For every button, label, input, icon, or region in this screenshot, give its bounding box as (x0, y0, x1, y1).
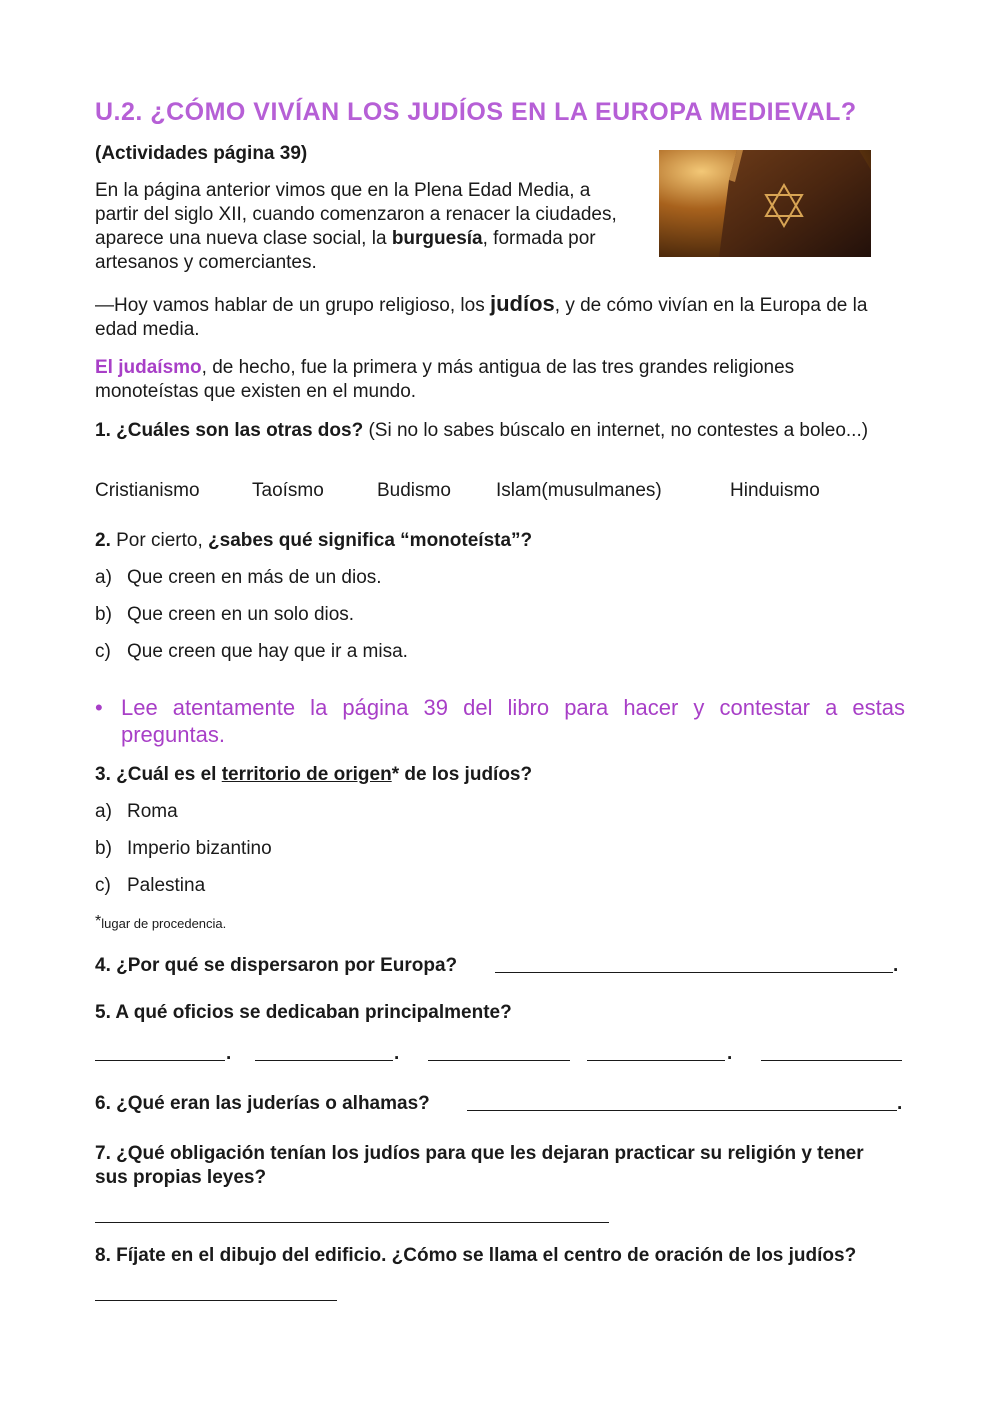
q5-answer-line-2[interactable] (255, 1060, 393, 1061)
q3-option-a[interactable]: a) Roma (95, 801, 178, 822)
q8-answer-line[interactable] (95, 1300, 337, 1301)
q4-answer-line[interactable] (495, 972, 893, 973)
q7-answer-line[interactable] (95, 1222, 609, 1223)
q5-answer-line-4[interactable] (587, 1060, 725, 1061)
q1-option-hinduismo[interactable]: Hinduismo (730, 480, 820, 501)
q2-option-c[interactable]: c) Que creen que hay que ir a misa. (95, 641, 408, 662)
question-4: 4. ¿Por qué se dispersaron por Europa? (95, 955, 458, 976)
question-3: 3. ¿Cuál es el territorio de origen* de los judíos? (95, 764, 533, 785)
q2-option-a[interactable]: a) Que creen en más de un dios. (95, 567, 382, 588)
q6-answer-line[interactable] (467, 1110, 897, 1111)
bullet-icon: • (95, 695, 103, 720)
question-6: 6. ¿Qué eran las juderías o alhamas? (95, 1093, 430, 1114)
judaismo-paragraph: El judaísmo, de hecho, fue la primera y más antigua de las tres grandes religiones monoteístas que existen en el mundo. (95, 357, 795, 402)
q1-option-islam[interactable]: Islam(musulmanes) (496, 480, 662, 501)
star-of-david-book-icon (659, 150, 871, 257)
question-2: 2. Por cierto, ¿sabes qué significa “monoteísta”? (95, 530, 533, 551)
page-title: U.2. ¿CÓMO VIVÍAN LOS JUDÍOS EN LA EUROPA MEDIEVAL? (95, 98, 857, 126)
question-8: 8. Fíjate en el dibujo del edificio. ¿Cómo se llama el centro de oración de los judíos? (95, 1245, 857, 1266)
footnote: *lugar de procedencia. (95, 913, 227, 931)
q1-option-budismo[interactable]: Budismo (377, 480, 451, 501)
subtitle: (Actividades página 39) (95, 143, 308, 164)
intro-paragraph: En la página anterior vimos que en la Plena Edad Media, a partir del siglo XII, cuando comenzaron a renacer la ciudades, aparece una nueva clase social, la burguesía, formada por artesanos y comerciantes. (95, 180, 617, 273)
q1-option-cristianismo[interactable]: Cristianismo (95, 480, 200, 501)
question-1: 1. ¿Cuáles son las otras dos? (Si no lo sabes búscalo en internet, no contestes a boleo...) (95, 420, 869, 441)
keyword-judios: judíos (489, 291, 555, 316)
intro-judios-paragraph: —Hoy vamos hablar de un grupo religioso, los judíos, y de cómo vivían en la Europa de la edad media. (95, 291, 868, 340)
q5-answer-line-5[interactable] (761, 1060, 902, 1061)
q1-option-taoismo[interactable]: Taoísmo (252, 480, 324, 501)
q3-option-c[interactable]: c) Palestina (95, 875, 206, 896)
keyword-judaismo: El judaísmo (95, 357, 202, 378)
q2-option-b[interactable]: b) Que creen en un solo dios. (95, 604, 355, 625)
keyword-burguesia: burguesía (391, 228, 483, 249)
q3-option-b[interactable]: b) Imperio bizantino (95, 838, 272, 859)
worksheet-page: U.2. ¿CÓMO VIVÍAN LOS JUDÍOS EN LA EUROPA MEDIEVAL? (Actividades página 39) En la página anterior vimos que en la Plena Edad Media, a partir del siglo XII, cuando comenzaron a renacer la ciudades, aparece una nueva clase social, la burguesía, formada por artesanos y comerciantes. —Hoy vamos hablar de un grupo religioso, los judíos, y de cómo vivían en la Europa de la edad media. El judaísmo, de hecho, fue la primera y más antigua de las tres grandes religiones monoteístas que existen en el mundo. 1. ¿Cuáles son las otras dos? (Si no lo sabes búscalo en internet, no contestes a boleo...) Cristianismo Taoísmo Budismo Islam(musulmanes) Hinduismo 2. Por cierto, ¿sabes qué significa “monoteísta”? a) Que creen en más de un dios. b) Que creen en un solo dios. c) Que creen que hay que ir a misa. • Lee atentamente la página 39 del libro para hacer y contestar a estas preguntas. 3. ¿Cuál es el territorio de origen* de los judíos? a) Roma b) Imperio bizantino c) Palestina *lugar de procedencia. 4. ¿Por qué se dispersaron por Europa? . 5. A qué oficios se dedicaban principalmente? . . . 6. ¿Qué eran las juderías o alhamas? . 7. ¿Qué obligación tenían los judíos para que les dejaran practicar su religión y tener sus propias leyes? 8. Fíjate en el dibujo del edificio. ¿Cómo se llama el centro de oración de los judíos? (0, 0, 1000, 1413)
q5-answer-line-1[interactable] (95, 1060, 225, 1061)
instruction: • Lee atentamente la página 39 del libro para hacer y contestar a estas preguntas. (95, 695, 905, 747)
question-7: 7. ¿Qué obligación tenían los judíos para que les dejaran practicar su religión y tener sus propias leyes? (95, 1143, 864, 1188)
question-5: 5. A qué oficios se dedicaban principalmente? (95, 1002, 512, 1023)
q5-answer-line-3[interactable] (428, 1060, 570, 1061)
